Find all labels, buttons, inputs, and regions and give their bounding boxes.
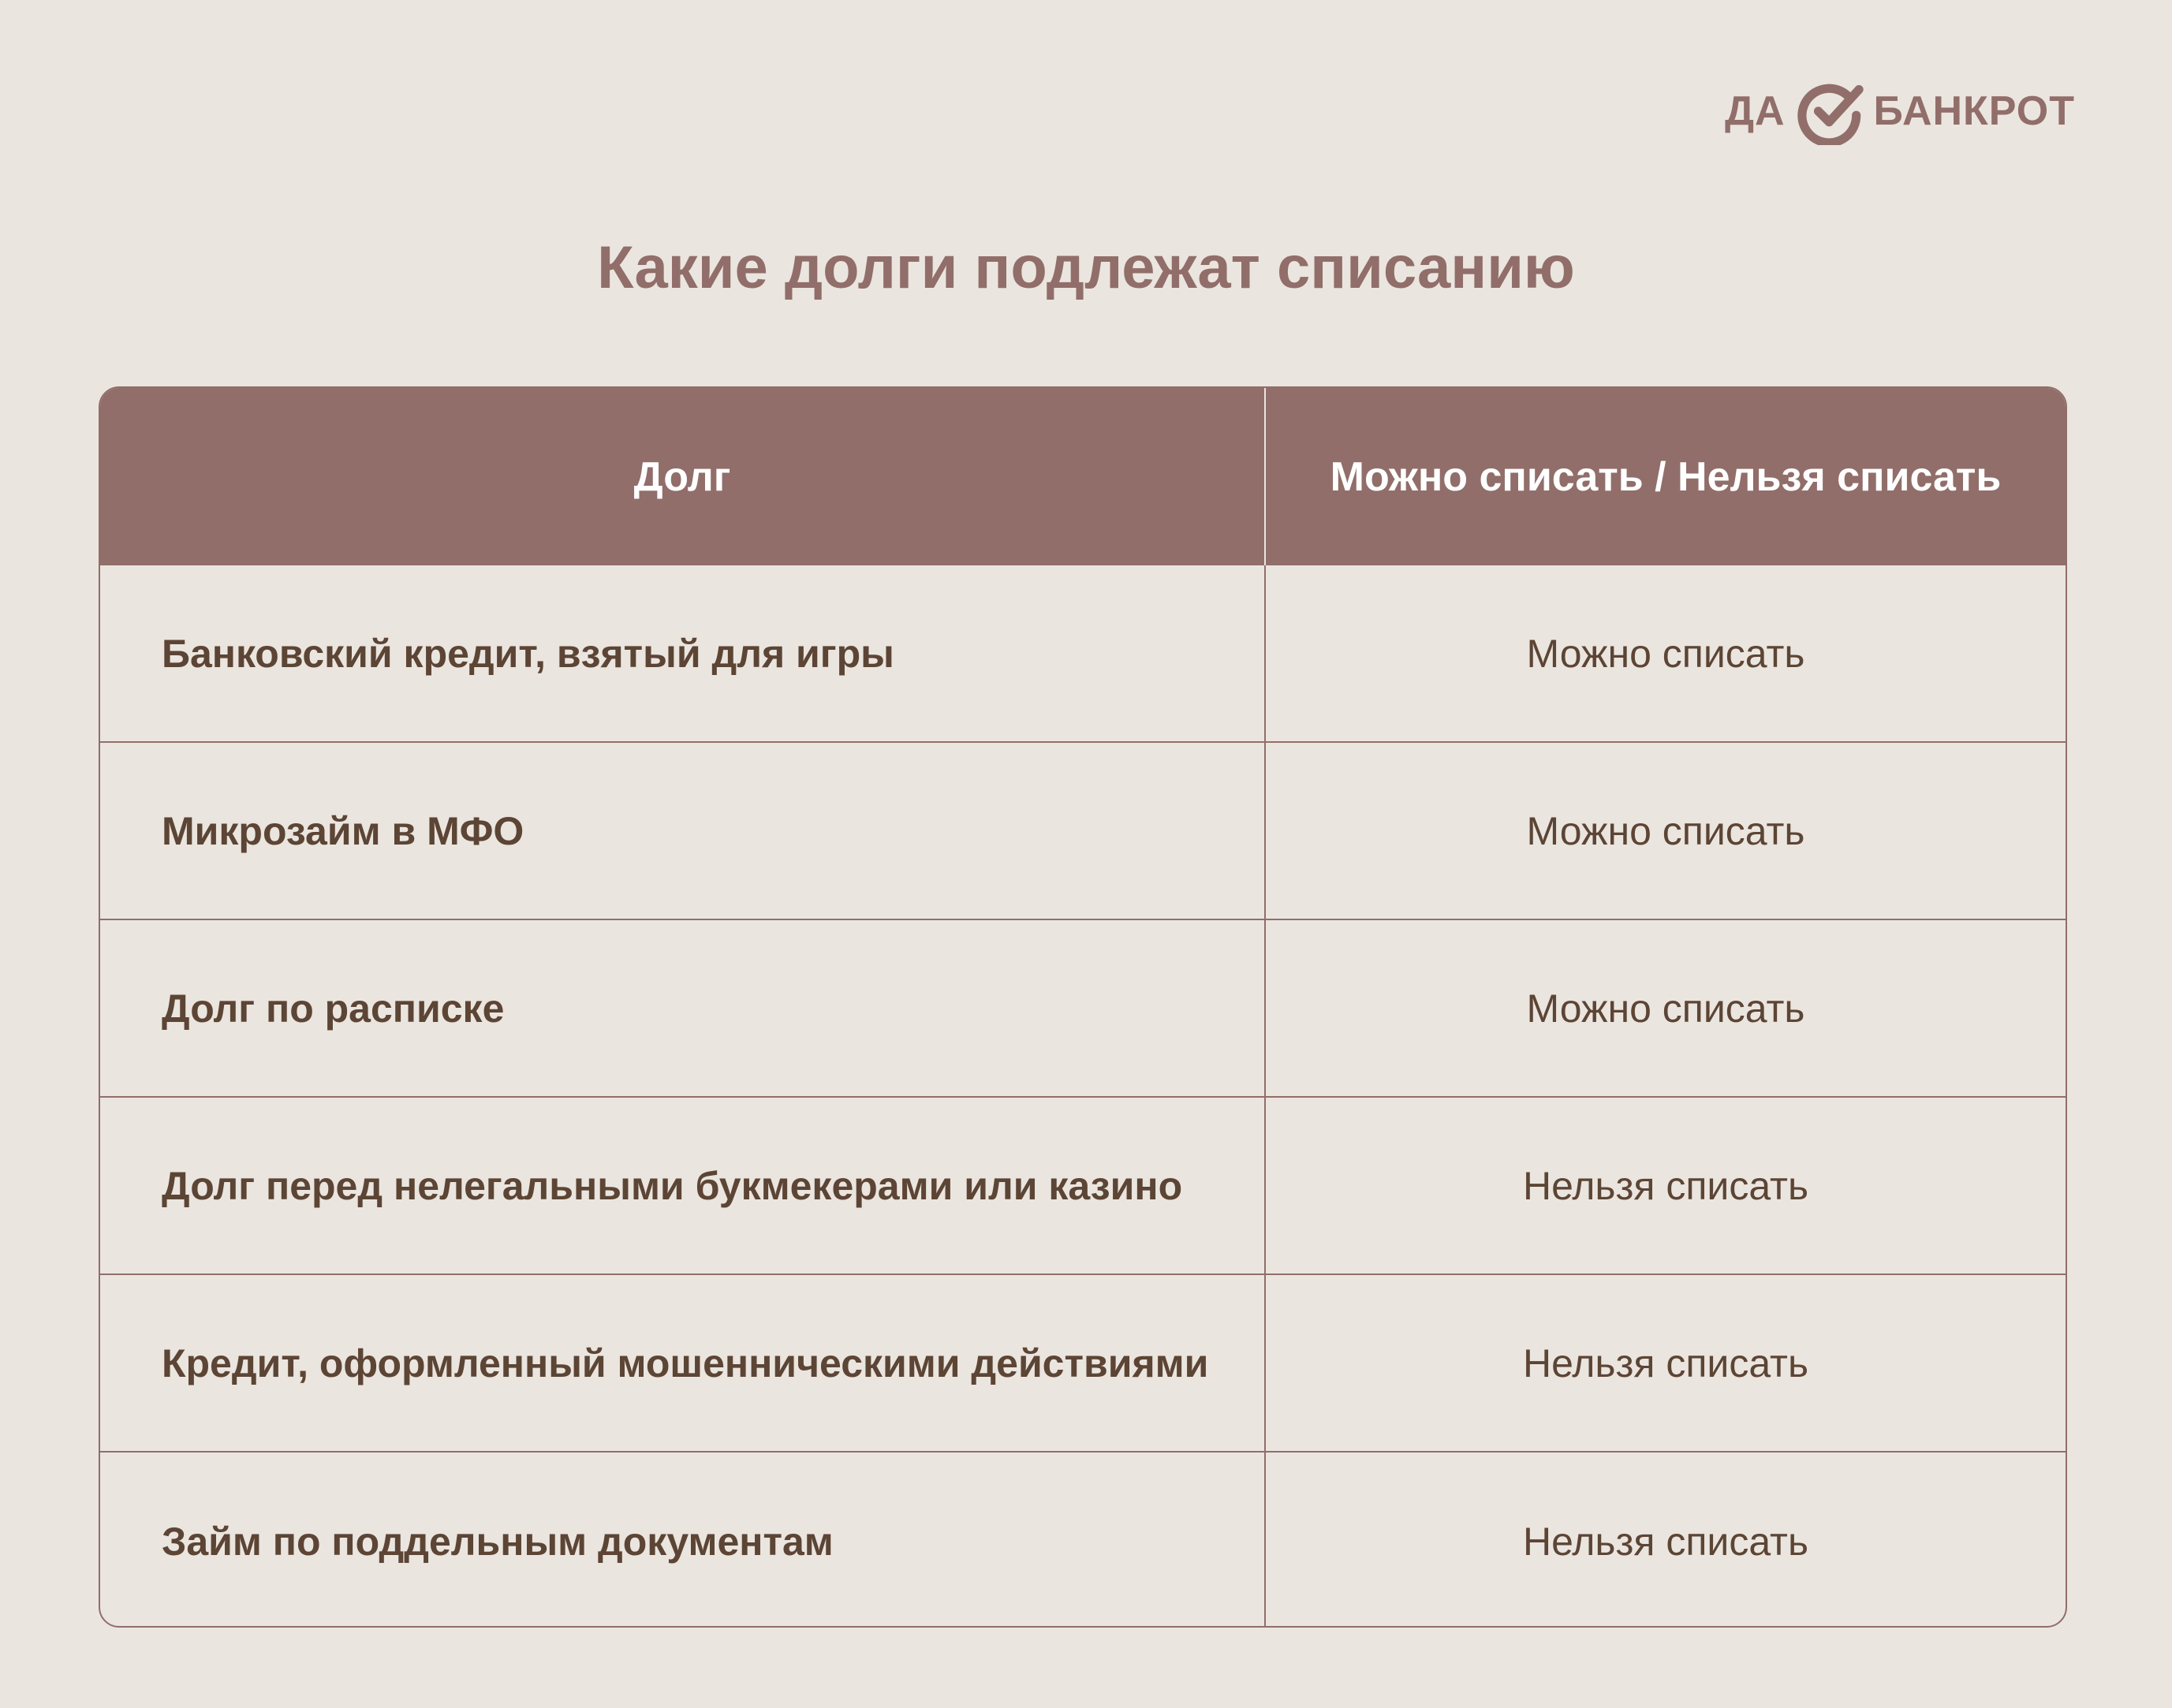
debt-cell: Долг по расписке	[100, 920, 1266, 1096]
table-row	[100, 1275, 2066, 1453]
status-cell: Нельзя списать	[1522, 1341, 1809, 1385]
table-row	[100, 1098, 2066, 1275]
debts-table	[99, 386, 2067, 1628]
table-row	[100, 743, 2066, 920]
debt-cell: Банковский кредит, взятый для игры	[100, 565, 1266, 741]
status-cell: Можно списать	[1526, 986, 1805, 1031]
debt-cell: Долг перед нелегальными букмекерами или казино	[100, 1098, 1266, 1274]
debt-cell: Микрозайм в МФО	[100, 743, 1266, 919]
table-row	[100, 920, 2066, 1098]
status-cell: Можно списать	[1526, 808, 1805, 853]
column-header-debt: Долг	[100, 388, 1266, 565]
logo-text-left: ДА	[1724, 88, 1786, 134]
table-header-row	[100, 388, 2066, 565]
debt-cell: Займ по поддельным документам	[100, 1453, 1266, 1628]
debt-cell: Кредит, оформленный мошенническими действиями	[100, 1275, 1266, 1451]
page-title: Какие долги подлежат списанию	[597, 234, 1575, 301]
brand-logo	[1725, 76, 2075, 147]
status-cell: Можно списать	[1526, 631, 1805, 676]
column-header-status: Можно списать / Нельзя списать	[1330, 453, 2002, 500]
table-row	[100, 1453, 2066, 1628]
status-cell: Нельзя списать	[1522, 1519, 1809, 1564]
check-circle-icon	[1797, 77, 1864, 145]
status-cell: Нельзя списать	[1522, 1163, 1809, 1208]
table-row	[100, 565, 2066, 743]
logo-text-right: БАНКРОТ	[1873, 88, 2075, 134]
